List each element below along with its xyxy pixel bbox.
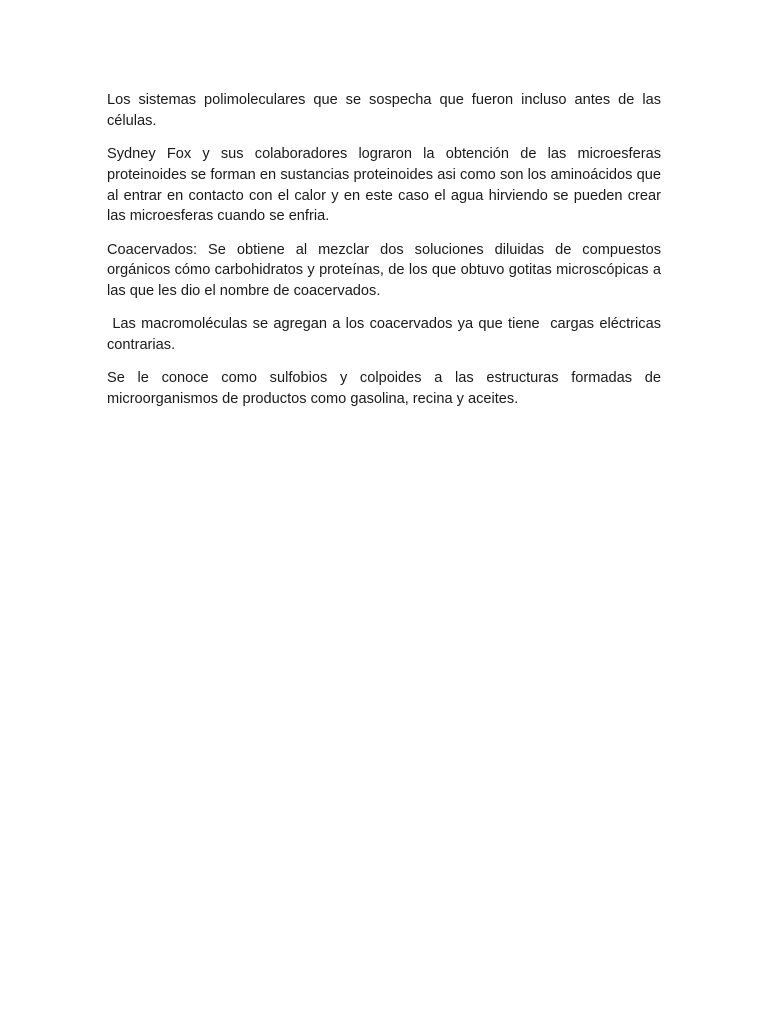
- paragraph-3: Coacervados: Se obtiene al mezclar dos soluciones diluidas de compuestos orgánicos cómo carbohidratos y proteínas, de los que obtuvo gotitas microscópicas a las que les dio el nombre de coacervados.: [107, 241, 666, 300]
- paragraph-2: Sydney Fox y sus colaboradores lograron la obtención de las microesferas proteinoides se forman en sustancias proteinoides asi como son los aminoácidos que al entrar en contacto con el calor y en este caso el agua hirviendo se pueden crear las microesferas cuando se enfria.: [107, 145, 666, 225]
- paragraph-5: Se le conoce como sulfobios y colpoides a las estructuras formadas de microorganismos de productos como gasolina, recina y aceites.: [107, 370, 666, 408]
- document-body: [107, 90, 666, 422]
- paragraph-1: Los sistemas polimoleculares que se sospecha que fueron incluso antes de las células.: [107, 92, 666, 129]
- paragraph-4: Las macromoléculas se agregan a los coacervados ya que tiene cargas eléctricas contrarias.: [107, 316, 666, 354]
